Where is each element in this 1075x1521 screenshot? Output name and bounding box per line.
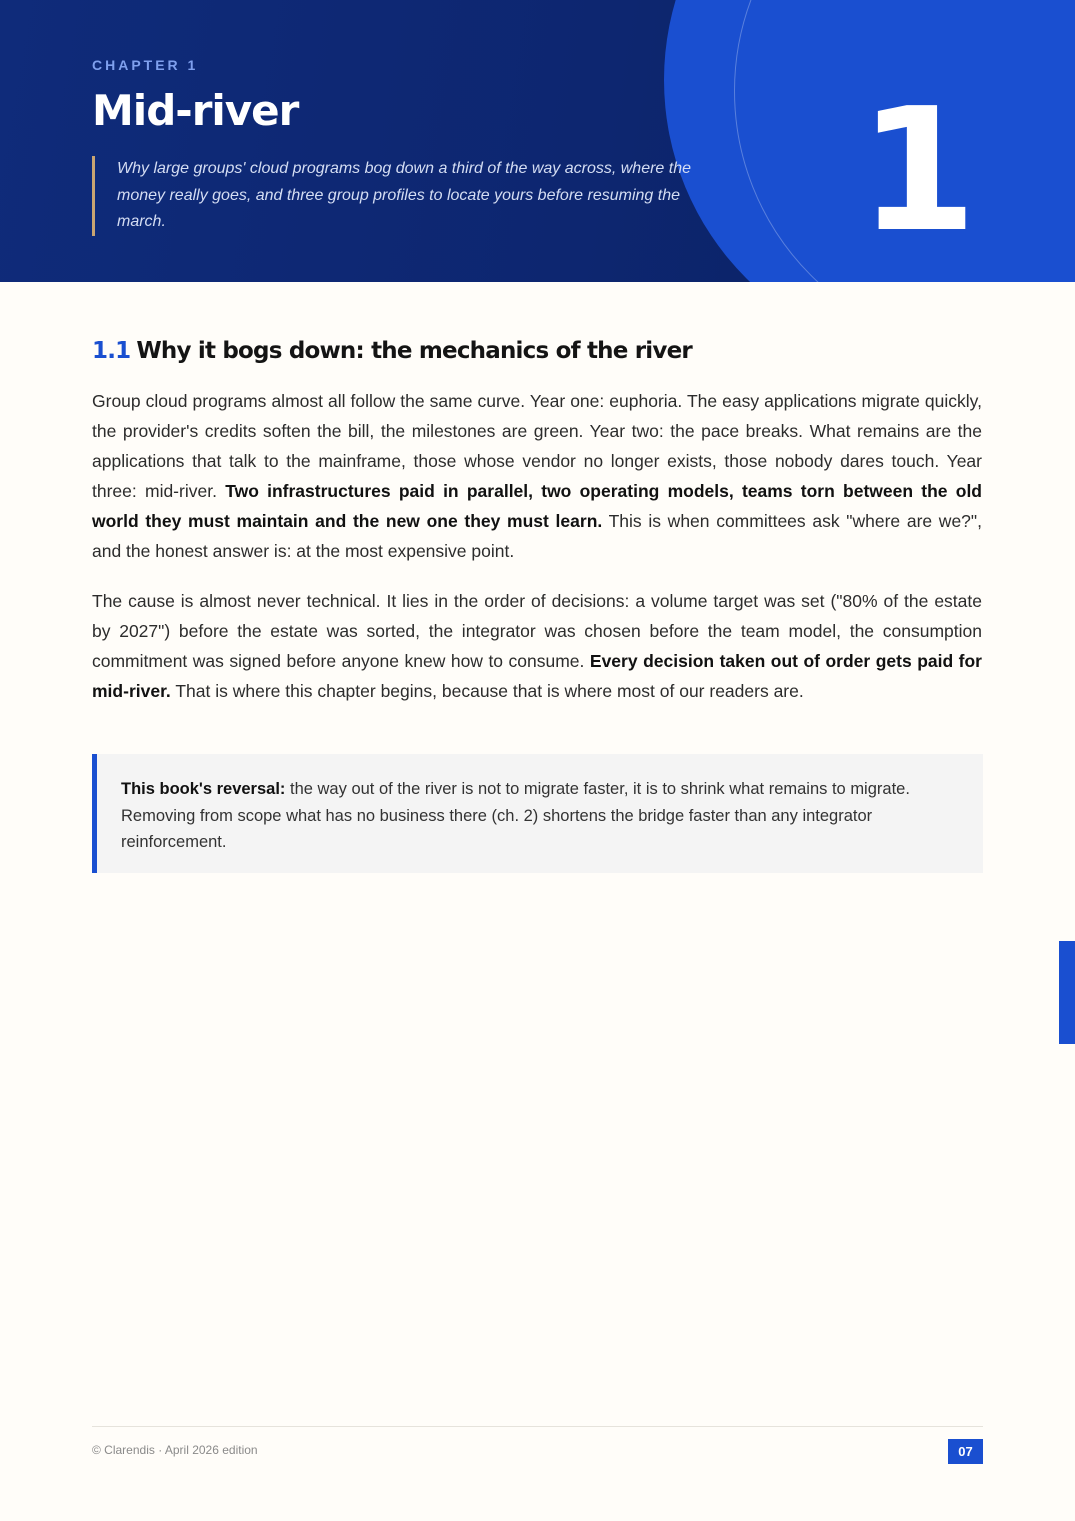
paragraph-1-emphasis: Two infrastructures paid in parallel, two operating models, teams torn between the old world they must maintain and the new one they must learn. [92,481,982,531]
section-title: Why it bogs down: the mechanics of the river [136,338,692,364]
chapter-title: Mid-river [92,86,299,135]
section-number: 1.1 [92,338,131,364]
footer-divider [92,1426,983,1427]
paragraph-1-text-a: Group cloud programs almost all follow the same curve. Year one: euphoria. The easy applications migrate quickly, the provider's credits soften the bill, the milestones are green. Year two: the pace breaks. What remains are the applications that talk to the mainframe, those whose vendor no longer exists, those nobody dares touch. Year three: mid-river. [92,391,982,501]
chapter-big-number: 1 [858,72,977,270]
footer-copyright: © Clarendis · April 2026 edition [92,1443,258,1457]
paragraph-1-text-b: This is when committees ask "where are we?", and the honest answer is: at the most expensive point. [92,511,982,561]
section-heading [92,338,692,364]
chapter-side-tab [1059,941,1075,1044]
chapter-kicker: CHAPTER 1 [92,57,199,73]
paragraph-2-text-a: The cause is almost never technical. It lies in the order of decisions: a volume target was set ("80% of the estate by 2027") before the estate was sorted, the integrator was chosen before the team model, the consumption commitment was signed before anyone knew how to consume. [92,591,982,671]
page-number-badge: 07 [948,1439,983,1464]
body-paragraph-1 [92,386,982,566]
chapter-lede: Why large groups' cloud programs bog down a third of the way across, where the money really goes, and three group profiles to locate yours before resuming the march. [92,156,727,236]
callout-text: the way out of the river is not to migrate faster, it is to shrink what remains to migrate. Removing from scope what has no business there (ch. 2) shortens the bridge faster than any integrator reinforcement. [121,780,910,851]
chapter-header [0,0,1075,282]
body-paragraph-2 [92,586,982,706]
callout-box [92,754,983,873]
paragraph-2-emphasis: Every decision taken out of order gets paid for mid-river. [92,651,982,701]
paragraph-2-text-b: That is where this chapter begins, because that is where most of our readers are. [170,681,804,701]
callout-label: This book's reversal: [121,780,286,798]
